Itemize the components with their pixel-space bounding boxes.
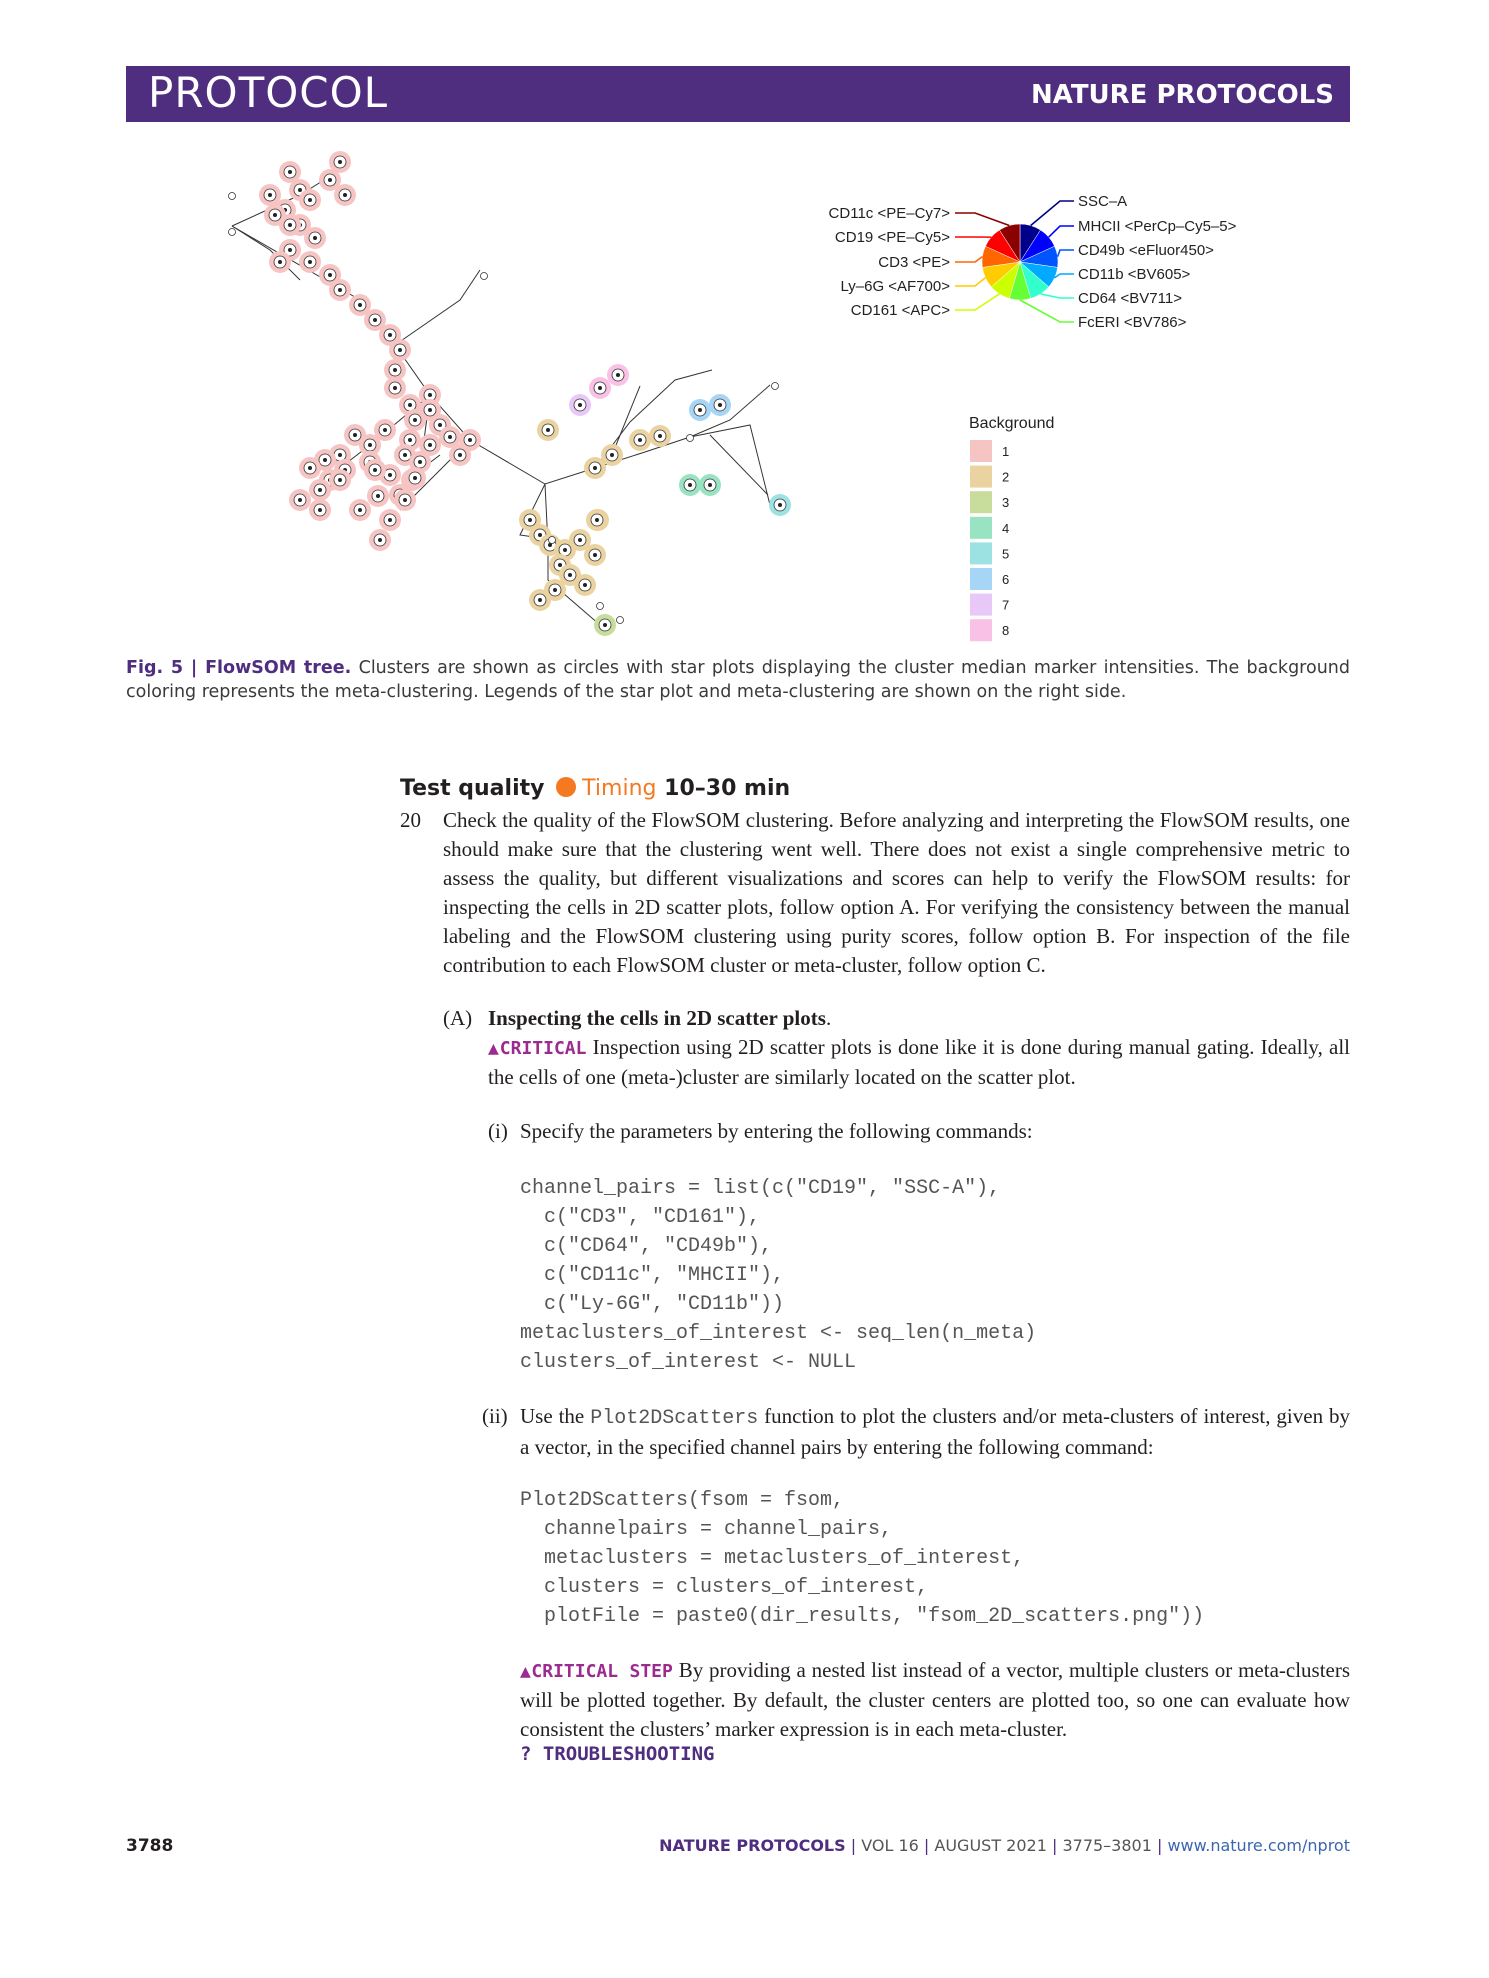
cluster-star [268, 193, 272, 197]
critical-text: Inspection using 2D scatter plots is done like it is done during manual gating. Ideally, all the cells of one (meta-)cluster are similarly located on the scatter plot. [488, 1035, 1350, 1089]
legend-leader-right-2 [1049, 226, 1074, 237]
critical-label: ▲CRITICAL [488, 1038, 587, 1059]
journal-name: NATURE PROTOCOLS [1030, 80, 1334, 110]
star-legend-left-label: CD11c <PE–Cy7> [828, 205, 950, 222]
cluster-star [688, 483, 692, 487]
cluster-node-31 [299, 457, 321, 479]
star-legend-right-label: CD11b <BV605> [1078, 266, 1191, 283]
legend-leader-right-4 [1055, 274, 1074, 278]
code-block-plot: Plot2DScatters(fsom = fsom, channelpairs = channel_pairs, metaclusters = metaclusters_of_interest, clusters = clusters_of_interest, plotFile = paste0(dir_results, "fsom_2D_scatters.png")) [520, 1489, 1205, 1628]
background-swatch-2 [970, 466, 992, 488]
background-legend-label: 4 [1002, 520, 1010, 536]
cluster-node-76 [586, 509, 608, 531]
tree-leaf-1 [229, 229, 236, 236]
cluster-node-85 [607, 364, 629, 386]
cluster-star [278, 260, 282, 264]
option-a-title: Inspecting the cells in 2D scatter plots. [488, 1006, 832, 1030]
caption-text: Clusters are shown as circles with star plots displaying the cluster median marker intensities. The background coloring represents the meta-clustering. Legends of the star plot and meta-clustering are shown on the right side. [126, 658, 1350, 702]
cluster-star [313, 236, 317, 240]
footer-journal: NATURE PROTOCOLS [659, 1836, 846, 1855]
tree-leaf-7 [549, 537, 556, 544]
cluster-star [298, 498, 302, 502]
star-legend-left-label: CD19 <PE–Cy5> [834, 229, 950, 246]
cluster-node-59 [537, 419, 559, 441]
cluster-star [388, 473, 392, 477]
cluster-star [318, 508, 322, 512]
background-legend-label: 6 [1002, 572, 1010, 587]
cluster-star [538, 598, 542, 602]
timing-label: Timing [582, 776, 657, 801]
cluster-node-51 [349, 499, 371, 521]
cluster-star [403, 453, 407, 457]
cluster-node-45 [404, 467, 426, 489]
cluster-star [338, 160, 342, 164]
tree-leaf-3 [597, 603, 604, 610]
cluster-star [458, 453, 462, 457]
background-legend [969, 415, 1054, 641]
tree-leaf-2 [481, 273, 488, 280]
star-legend-right-label: SSC–A [1078, 193, 1128, 210]
cluster-star [376, 494, 380, 498]
background-swatch-3 [970, 491, 992, 513]
star-plot-legend [829, 193, 1237, 331]
cluster-star [403, 498, 407, 502]
timing-dot-icon [556, 777, 576, 797]
cluster-star [288, 170, 292, 174]
star-legend-left-label: Ly–6G <AF700> [840, 278, 950, 295]
background-legend-label: 5 [1002, 546, 1010, 562]
cluster-node-47 [379, 509, 401, 531]
background-legend-title: Background [969, 415, 1055, 432]
background-swatch-5 [970, 542, 992, 564]
cluster-star [698, 408, 702, 412]
cluster-node-63 [649, 425, 671, 447]
cluster-star [288, 248, 292, 252]
cluster-star [408, 403, 412, 407]
cluster-node-74 [529, 589, 551, 611]
cluster-star [413, 418, 417, 422]
cluster-node-50 [367, 485, 389, 507]
cluster-star [358, 508, 362, 512]
tree-leaf-4 [617, 617, 624, 624]
sub-ii-text [520, 1402, 1350, 1462]
cluster-star [563, 548, 567, 552]
cluster-star [393, 386, 397, 390]
cluster-star [288, 223, 292, 227]
background-swatch-7 [970, 594, 992, 616]
cluster-star [438, 423, 442, 427]
caption-label: Fig. 5 | FlowSOM tree. [126, 658, 352, 678]
cluster-node-20 [384, 377, 406, 399]
cluster-star [353, 433, 357, 437]
page-number: 3788 [126, 1836, 174, 1856]
cluster-star [578, 403, 582, 407]
function-name: Plot2DScatters [590, 1407, 759, 1430]
cluster-node-83 [569, 394, 591, 416]
cluster-star [308, 466, 312, 470]
cluster-node-46 [394, 489, 416, 511]
cluster-star [408, 438, 412, 442]
cluster-star [398, 348, 402, 352]
cluster-star [338, 288, 342, 292]
cluster-star [718, 403, 722, 407]
cluster-star [388, 333, 392, 337]
cluster-node-9 [304, 227, 326, 249]
cluster-node-56 [259, 184, 281, 206]
background-legend-label: 7 [1002, 597, 1010, 613]
legend-leader-left-4 [955, 278, 985, 286]
flowsom-tree-figure [0, 0, 1489, 650]
cluster-node-62 [629, 429, 651, 451]
code-block-params: channel_pairs = list(c("CD19", "SSC-A"), c("CD3", "CD161"), c("CD64", "CD49b"), c("CD11c", "MHCII"), c("Ly-6G", "CD11b")) metaclusters_of_interest <- seq_len(n_meta) clusters_of_interest <- NULL [520, 1177, 1037, 1374]
legend-leader-right-1 [1031, 201, 1074, 226]
footer-citation: NATURE PROTOCOLS | VOL 16 | AUGUST 2021 | 3775–3801 | www.nature.com/nprot [659, 1836, 1350, 1855]
timing-value: 10–30 min [664, 776, 791, 801]
cluster-node-80 [689, 399, 711, 421]
star-legend-left-label: CD3 <PE> [878, 254, 950, 271]
cluster-star [553, 588, 557, 592]
cluster-star [538, 533, 542, 537]
footer-pages: 3775–3801 [1062, 1836, 1152, 1855]
cluster-node-52 [329, 469, 351, 491]
cluster-star [373, 468, 377, 472]
tree-leaf-0 [229, 193, 236, 200]
cluster-star [468, 438, 472, 442]
cluster-node-81 [709, 394, 731, 416]
cluster-star [428, 443, 432, 447]
cluster-star [418, 460, 422, 464]
cluster-star [428, 408, 432, 412]
background-legend-label: 1 [1002, 444, 1010, 459]
cluster-star [308, 198, 312, 202]
footer-url[interactable]: www.nature.com/nprot [1167, 1836, 1350, 1855]
sub-ii-label: (ii) [482, 1404, 508, 1428]
cluster-star [778, 503, 782, 507]
cluster-star [616, 373, 620, 377]
star-legend-left-label: CD161 <APC> [850, 302, 950, 319]
cluster-star [603, 623, 607, 627]
flowsom-tree [229, 151, 792, 636]
tree-leaf-5 [687, 435, 694, 442]
star-legend-right-label: CD64 <BV711> [1078, 290, 1182, 307]
section-label: PROTOCOL [148, 68, 389, 117]
legend-leader-right-6 [1020, 300, 1074, 322]
cluster-star [323, 458, 327, 462]
sub-i-label: (i) [488, 1119, 508, 1143]
sub-i-text: Specify the parameters by entering the following commands: [520, 1119, 1033, 1143]
star-legend-right-label: MHCII <PerCp–Cy5–5> [1078, 218, 1237, 235]
legend-leader-left-5 [955, 294, 999, 310]
cluster-node-6 [299, 189, 321, 211]
background-swatch-4 [970, 517, 992, 539]
cluster-node-77 [594, 614, 616, 636]
critical-step-label: ▲CRITICAL STEP [520, 1661, 673, 1682]
cluster-node-58 [279, 214, 301, 236]
background-legend-label: 2 [1002, 469, 1010, 485]
cluster-node-54 [289, 489, 311, 511]
cluster-node-84 [589, 377, 611, 399]
star-legend-right-label: FcERI <BV786> [1078, 314, 1187, 331]
cluster-star [528, 518, 532, 522]
cluster-node-12 [299, 251, 321, 273]
cluster-star [393, 368, 397, 372]
cluster-star [383, 428, 387, 432]
cluster-node-48 [369, 529, 391, 551]
cluster-star [328, 273, 332, 277]
option-a-title-text: Inspecting the cells in 2D scatter plots [488, 1006, 826, 1030]
option-a-label: (A) [443, 1006, 473, 1030]
cluster-node-42 [449, 444, 471, 466]
cluster-star [368, 443, 372, 447]
cluster-node-69 [584, 544, 606, 566]
legend-leader-right-3 [1058, 250, 1074, 257]
cluster-node-72 [574, 574, 596, 596]
legend-leader-left-1 [955, 213, 1009, 226]
critical-step-note [520, 1656, 1350, 1744]
footer-date: AUGUST 2021 [934, 1836, 1047, 1855]
cluster-node-5 [334, 184, 356, 206]
star-legend-right-label: CD49b <eFluor450> [1078, 242, 1214, 259]
cluster-star [583, 583, 587, 587]
cluster-star [343, 193, 347, 197]
cluster-star [708, 483, 712, 487]
cluster-star [308, 260, 312, 264]
cluster-star [358, 303, 362, 307]
cluster-star [388, 518, 392, 522]
cluster-star [568, 573, 572, 577]
legend-leader-left-3 [955, 257, 982, 262]
cluster-node-53 [309, 479, 331, 501]
cluster-star [598, 386, 602, 390]
cluster-star [638, 438, 642, 442]
cluster-star [298, 188, 302, 192]
cluster-node-82 [769, 494, 791, 516]
cluster-node-28 [344, 424, 366, 446]
cluster-star [428, 393, 432, 397]
troubleshooting-link[interactable]: ? TROUBLESHOOTING [520, 1743, 715, 1765]
tree-edge-1 [395, 270, 480, 345]
cluster-star [593, 553, 597, 557]
step-text: Check the quality of the FlowSOM clustering. Before analyzing and interpreting the FlowSOM results, one should make sure that the clustering went well. There does not exist a single comprehensive metric to assess the quality, but different visualizations and scores can help to verify the FlowSOM results: for inspecting the cells in 2D scatter plots, follow option A. For verifying the consistency between the manual labeling and the FlowSOM clustering using purity scores, follow option B. For inspection of the file contribution to each FlowSOM cluster or meta-cluster, follow option C. [443, 808, 1350, 977]
cluster-node-49 [364, 459, 386, 481]
background-legend-label: 3 [1002, 495, 1010, 511]
legend-leader-right-5 [1041, 294, 1074, 298]
cluster-star [373, 318, 377, 322]
cluster-star [546, 428, 550, 432]
step-heading [400, 776, 790, 801]
cluster-star [378, 538, 382, 542]
cluster-node-14 [329, 279, 351, 301]
cluster-star [328, 178, 332, 182]
tree-leaf-6 [772, 383, 779, 390]
background-swatch-1 [970, 440, 992, 462]
cluster-star [558, 563, 562, 567]
footer-vol: VOL 16 [861, 1836, 919, 1855]
cluster-star [610, 453, 614, 457]
sub-ii-text-after: function to plot the clusters and/or meta-clusters of interest, given by a vector, in the specified channel pairs by entering the following command: [520, 1404, 1351, 1459]
background-swatch-6 [970, 568, 992, 590]
cluster-star [413, 476, 417, 480]
cluster-star [593, 466, 597, 470]
step-title: Test quality [400, 776, 545, 801]
cluster-star [448, 435, 452, 439]
cluster-node-79 [699, 474, 721, 496]
cluster-star [338, 453, 342, 457]
cluster-star [338, 478, 342, 482]
critical-note [488, 1033, 1350, 1092]
cluster-star [318, 488, 322, 492]
step-number: 20 [400, 808, 421, 832]
figure-caption [126, 656, 1350, 704]
cluster-star [658, 434, 662, 438]
cluster-star [273, 213, 277, 217]
cluster-node-18 [389, 339, 411, 361]
cluster-node-55 [309, 499, 331, 521]
cluster-star [595, 518, 599, 522]
cluster-node-61 [601, 444, 623, 466]
background-legend-label: 8 [1002, 623, 1010, 639]
sub-ii-text-before: Use the [520, 1404, 585, 1428]
cluster-node-78 [679, 474, 701, 496]
critical-step-text: By providing a nested list instead of a vector, multiple clusters or meta-clusters will be plotted together. By default, the cluster centers are plotted too, so one can evaluate how consistent the clusters’ marker expression is in each meta-cluster. [520, 1658, 1351, 1741]
cluster-star [578, 538, 582, 542]
cluster-node-11 [269, 251, 291, 273]
background-swatch-8 [970, 619, 992, 641]
